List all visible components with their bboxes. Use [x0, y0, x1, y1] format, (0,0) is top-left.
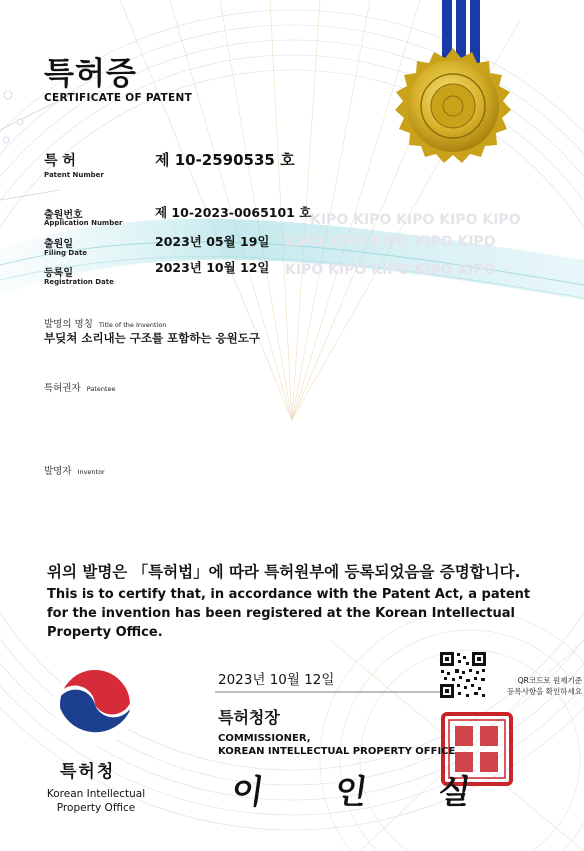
- kipo-name-en-line1: Korean Intellectual: [46, 788, 146, 800]
- commissioner-title-en-line2: KOREAN INTELLECTUAL PROPERTY OFFICE: [218, 746, 456, 757]
- filing-label-en: Filing Date: [44, 249, 88, 257]
- svg-text:KIPO KIPO KIPO KIPO KIPO: KIPO KIPO KIPO KIPO KIPO: [285, 262, 496, 278]
- kipo-watermark: KIPO KIPO KIPO KIPO KIPO: [310, 212, 521, 228]
- registration-label: 등록일: [44, 268, 73, 279]
- svg-text:KIPO KIPO KIPO KIPO KIPO: KIPO KIPO KIPO KIPO KIPO: [285, 234, 496, 250]
- patent-number: 제 10-2590535 호: [155, 151, 295, 169]
- qr-caption-line1: QR코드로 원제기준: [517, 676, 582, 685]
- qr-caption: [488, 675, 582, 697]
- invention-title-label-ko: 발명의 명칭: [44, 319, 93, 330]
- invention-title-label-en: Title of the Invention: [98, 321, 167, 329]
- patent-label-en: Patent Number: [44, 171, 104, 179]
- patentee-label: [44, 380, 116, 394]
- commissioner-title: 특허청장: [218, 708, 280, 727]
- gold-seal: [395, 48, 511, 163]
- inventor-label-en: Inventor: [77, 468, 105, 476]
- commissioner-title-en-line1: COMMISSIONER,: [218, 733, 311, 744]
- inventor-label-ko: 발명자: [44, 466, 72, 477]
- kipo-logo: [57, 666, 133, 743]
- application-number: 제 10-2023-0065101 호: [155, 205, 312, 220]
- registration-label-en: Registration Date: [44, 278, 114, 286]
- invention-title-label: [44, 316, 166, 330]
- application-label-en: Application Number: [44, 219, 123, 227]
- certificate-title: 특허증: [44, 56, 137, 92]
- certification-statement-ko: 위의 발명은 「특허법」에 따라 특허원부에 등록되었음을 증명합니다.: [47, 563, 521, 581]
- kipo-name: 특허청: [60, 762, 116, 782]
- patentee-label-en: Patentee: [86, 385, 116, 393]
- invention-title: 부딪쳐 소리내는 구조를 포함하는 응원도구: [44, 331, 260, 345]
- qr-code: [440, 652, 486, 698]
- certificate-title-en: CERTIFICATE OF PATENT: [44, 92, 193, 104]
- certification-statement-en: This is to certify that, in accordance with the Patent Act, a patent for the invention has been registered at the Korean Intellectual Property Office.: [47, 587, 531, 640]
- commissioner-title-en: [218, 732, 478, 758]
- filing-date: 2023년 05월 19일: [155, 234, 270, 249]
- kipo-name-en-line2: Property Office: [56, 802, 136, 814]
- qr-caption-line2: 등록사항을 확인하세요: [507, 687, 582, 696]
- patent-label: 특 허: [44, 153, 76, 169]
- issue-date: 2023년 10월 12일: [218, 672, 335, 688]
- commissioner-signature: 이 인 실: [228, 772, 504, 811]
- inventor-label: [44, 463, 105, 477]
- application-label: 출원번호: [44, 210, 83, 221]
- patentee-label-ko: 특허권자: [44, 383, 81, 394]
- kipo-name-en: [40, 787, 152, 815]
- filing-label: 출원일: [44, 239, 73, 250]
- registration-date: 2023년 10월 12일: [155, 260, 270, 275]
